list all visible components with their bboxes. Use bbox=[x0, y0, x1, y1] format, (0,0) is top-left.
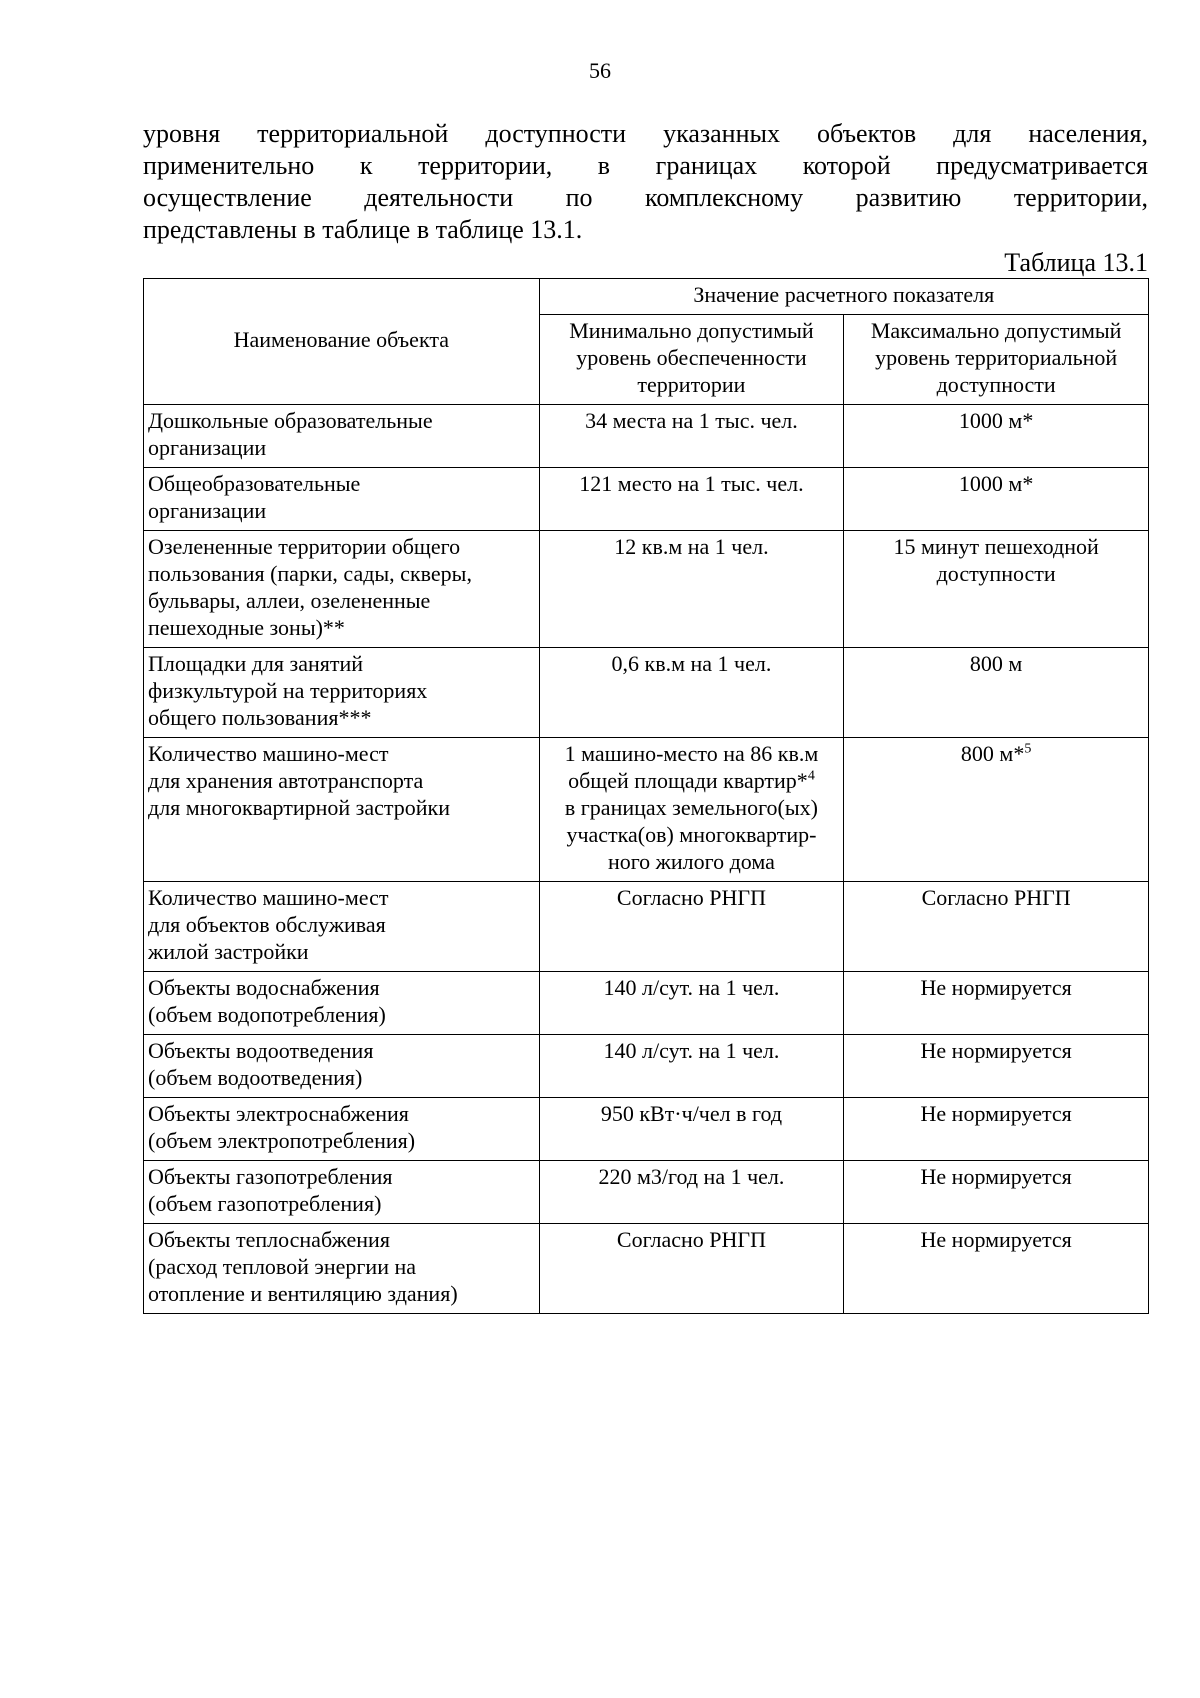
cell-line: (объем газопотребления) bbox=[148, 1191, 382, 1216]
cell-line: Объекты теплоснабжения bbox=[148, 1227, 390, 1252]
intro-line: представлены в таблице в таблице 13.1. bbox=[143, 215, 583, 244]
cell-line: 140 л/сут. на 1 чел. bbox=[603, 975, 780, 1000]
max-level-cell bbox=[844, 1224, 1149, 1314]
cell-line: 15 минут пешеходной bbox=[893, 534, 1099, 559]
table-row bbox=[144, 1161, 1149, 1224]
min-level-cell bbox=[539, 1224, 844, 1314]
min-level-cell bbox=[539, 972, 844, 1035]
intro-line: применительно к территории, в границах которой предусматривается bbox=[143, 151, 1148, 180]
min-level-cell bbox=[539, 738, 844, 882]
table-row bbox=[144, 468, 1149, 531]
cell-line: (объем водоотведения) bbox=[148, 1065, 363, 1090]
cell-line: для объектов обслуживая bbox=[148, 912, 386, 937]
cell-line: Объекты водоотведения bbox=[148, 1038, 374, 1063]
cell-line: для многоквартирной застройки bbox=[148, 795, 450, 820]
header-object-name: Наименование объекта bbox=[144, 279, 540, 405]
cell-line: 800 м bbox=[969, 651, 1023, 676]
cell-line: организации bbox=[148, 498, 267, 523]
intro-line: осуществление деятельности по комплексному развитию территории, bbox=[143, 183, 1148, 212]
object-name-cell bbox=[144, 738, 540, 882]
header-max-level: Максимально допустимый уровень территориальной доступности bbox=[844, 315, 1149, 405]
cell-line: Объекты газопотребления bbox=[148, 1164, 393, 1189]
max-level-cell bbox=[844, 738, 1149, 882]
cell-line: (расход тепловой энергии на bbox=[148, 1254, 417, 1279]
cell-line: Не нормируется bbox=[920, 1227, 1072, 1252]
cell-line: пользования (парки, сады, скверы, bbox=[148, 561, 472, 586]
table-row bbox=[144, 1035, 1149, 1098]
max-level-cell bbox=[844, 1035, 1149, 1098]
cell-line: Объекты электроснабжения bbox=[148, 1101, 409, 1126]
object-name-cell bbox=[144, 972, 540, 1035]
cell-line: общего пользования*** bbox=[148, 705, 372, 730]
table-row bbox=[144, 1224, 1149, 1314]
min-level-cell bbox=[539, 1098, 844, 1161]
cell-line: (объем электропотребления) bbox=[148, 1128, 416, 1153]
cell-line: жилой застройки bbox=[148, 939, 309, 964]
cell-line: отопление и вентиляцию здания) bbox=[148, 1281, 458, 1306]
max-level-cell bbox=[844, 1098, 1149, 1161]
page-number: 56 bbox=[589, 58, 611, 83]
max-level-cell bbox=[844, 531, 1149, 648]
cell-line: Дошкольные образовательные bbox=[148, 408, 433, 433]
object-name-cell bbox=[144, 531, 540, 648]
object-name-cell bbox=[144, 1035, 540, 1098]
cell-line: 1000 м* bbox=[958, 471, 1034, 496]
min-level-cell bbox=[539, 1161, 844, 1224]
cell-line: 34 места на 1 тыс. чел. bbox=[585, 408, 798, 433]
object-name-cell bbox=[144, 1098, 540, 1161]
header-min-level: Минимально допустимый уровень обеспеченности территории bbox=[539, 315, 844, 405]
cell-line: Количество машино-мест bbox=[148, 885, 389, 910]
min-level-cell bbox=[539, 405, 844, 468]
cell-line: 1000 м* bbox=[958, 408, 1034, 433]
object-name-cell bbox=[144, 405, 540, 468]
object-name-cell bbox=[144, 1161, 540, 1224]
table-row bbox=[144, 405, 1149, 468]
cell-line: для хранения автотранспорта bbox=[148, 768, 424, 793]
max-level-cell bbox=[844, 1161, 1149, 1224]
table-caption: Таблица 13.1 bbox=[1004, 248, 1148, 277]
footnote-mark: 4 bbox=[807, 768, 815, 784]
cell-line: доступности bbox=[936, 561, 1056, 586]
cell-line: Не нормируется bbox=[920, 975, 1072, 1000]
table-row bbox=[144, 648, 1149, 738]
cell-line: 140 л/сут. на 1 чел. bbox=[603, 1038, 780, 1063]
cell-line: ного жилого дома bbox=[607, 849, 775, 874]
max-level-cell bbox=[844, 882, 1149, 972]
cell-line: Количество машино-мест bbox=[148, 741, 389, 766]
cell-line: Согласно РНГП bbox=[616, 1227, 766, 1252]
cell-line: (объем водопотребления) bbox=[148, 1002, 386, 1027]
object-name-cell bbox=[144, 882, 540, 972]
cell-line: 950 кВт·ч/чел в год bbox=[600, 1101, 783, 1126]
min-level-cell bbox=[539, 882, 844, 972]
cell-line: Озелененные территории общего bbox=[148, 534, 461, 559]
cell-line: бульвары, аллеи, озелененные bbox=[148, 588, 431, 613]
cell-line: физкультурой на территориях bbox=[148, 678, 428, 703]
header-indicator-value: Значение расчетного показателя bbox=[539, 279, 1148, 315]
table-row bbox=[144, 1098, 1149, 1161]
cell-line: Согласно РНГП bbox=[616, 885, 766, 910]
min-level-cell bbox=[539, 531, 844, 648]
cell-line: Не нормируется bbox=[920, 1038, 1072, 1063]
cell-line: пешеходные зоны)** bbox=[148, 615, 345, 640]
cell-line: в границах земельного(ых) bbox=[564, 795, 818, 820]
min-level-cell bbox=[539, 468, 844, 531]
cell-line: 800 м*$^5$ bbox=[960, 741, 1032, 766]
cell-line: 0,6 кв.м на 1 чел. bbox=[611, 651, 772, 676]
object-name-cell bbox=[144, 1224, 540, 1314]
cell-line: участка(ов) многоквартир- bbox=[566, 822, 817, 847]
cell-line: Согласно РНГП bbox=[921, 885, 1071, 910]
min-level-cell bbox=[539, 1035, 844, 1098]
max-level-cell bbox=[844, 468, 1149, 531]
cell-line: Объекты водоснабжения bbox=[148, 975, 380, 1000]
cell-line: Общеобразовательные bbox=[148, 471, 361, 496]
intro-paragraph bbox=[143, 118, 1148, 246]
intro-line: уровня территориальной доступности указанных объектов для населения, bbox=[143, 119, 1148, 148]
footnote-mark: 5 bbox=[1024, 741, 1032, 757]
cell-line: 220 м3/год на 1 чел. bbox=[598, 1164, 785, 1189]
cell-line: организации bbox=[148, 435, 267, 460]
max-level-cell bbox=[844, 405, 1149, 468]
table-row bbox=[144, 972, 1149, 1035]
table-body bbox=[144, 405, 1149, 1314]
cell-line: Не нормируется bbox=[920, 1101, 1072, 1126]
cell-line: Не нормируется bbox=[920, 1164, 1072, 1189]
cell-line: Площадки для занятий bbox=[148, 651, 364, 676]
cell-line: 12 кв.м на 1 чел. bbox=[614, 534, 769, 559]
table-row bbox=[144, 738, 1149, 882]
table-header-row bbox=[144, 279, 1149, 315]
table-row bbox=[144, 531, 1149, 648]
table-row bbox=[144, 882, 1149, 972]
cell-line: 121 место на 1 тыс. чел. bbox=[579, 471, 804, 496]
cell-line: общей площади квартир*$^4$ bbox=[568, 768, 815, 793]
min-level-cell bbox=[539, 648, 844, 738]
indicators-table bbox=[143, 278, 1149, 1314]
object-name-cell bbox=[144, 648, 540, 738]
max-level-cell bbox=[844, 972, 1149, 1035]
max-level-cell bbox=[844, 648, 1149, 738]
cell-line: 1 машино-место на 86 кв.м bbox=[564, 741, 819, 766]
object-name-cell bbox=[144, 468, 540, 531]
